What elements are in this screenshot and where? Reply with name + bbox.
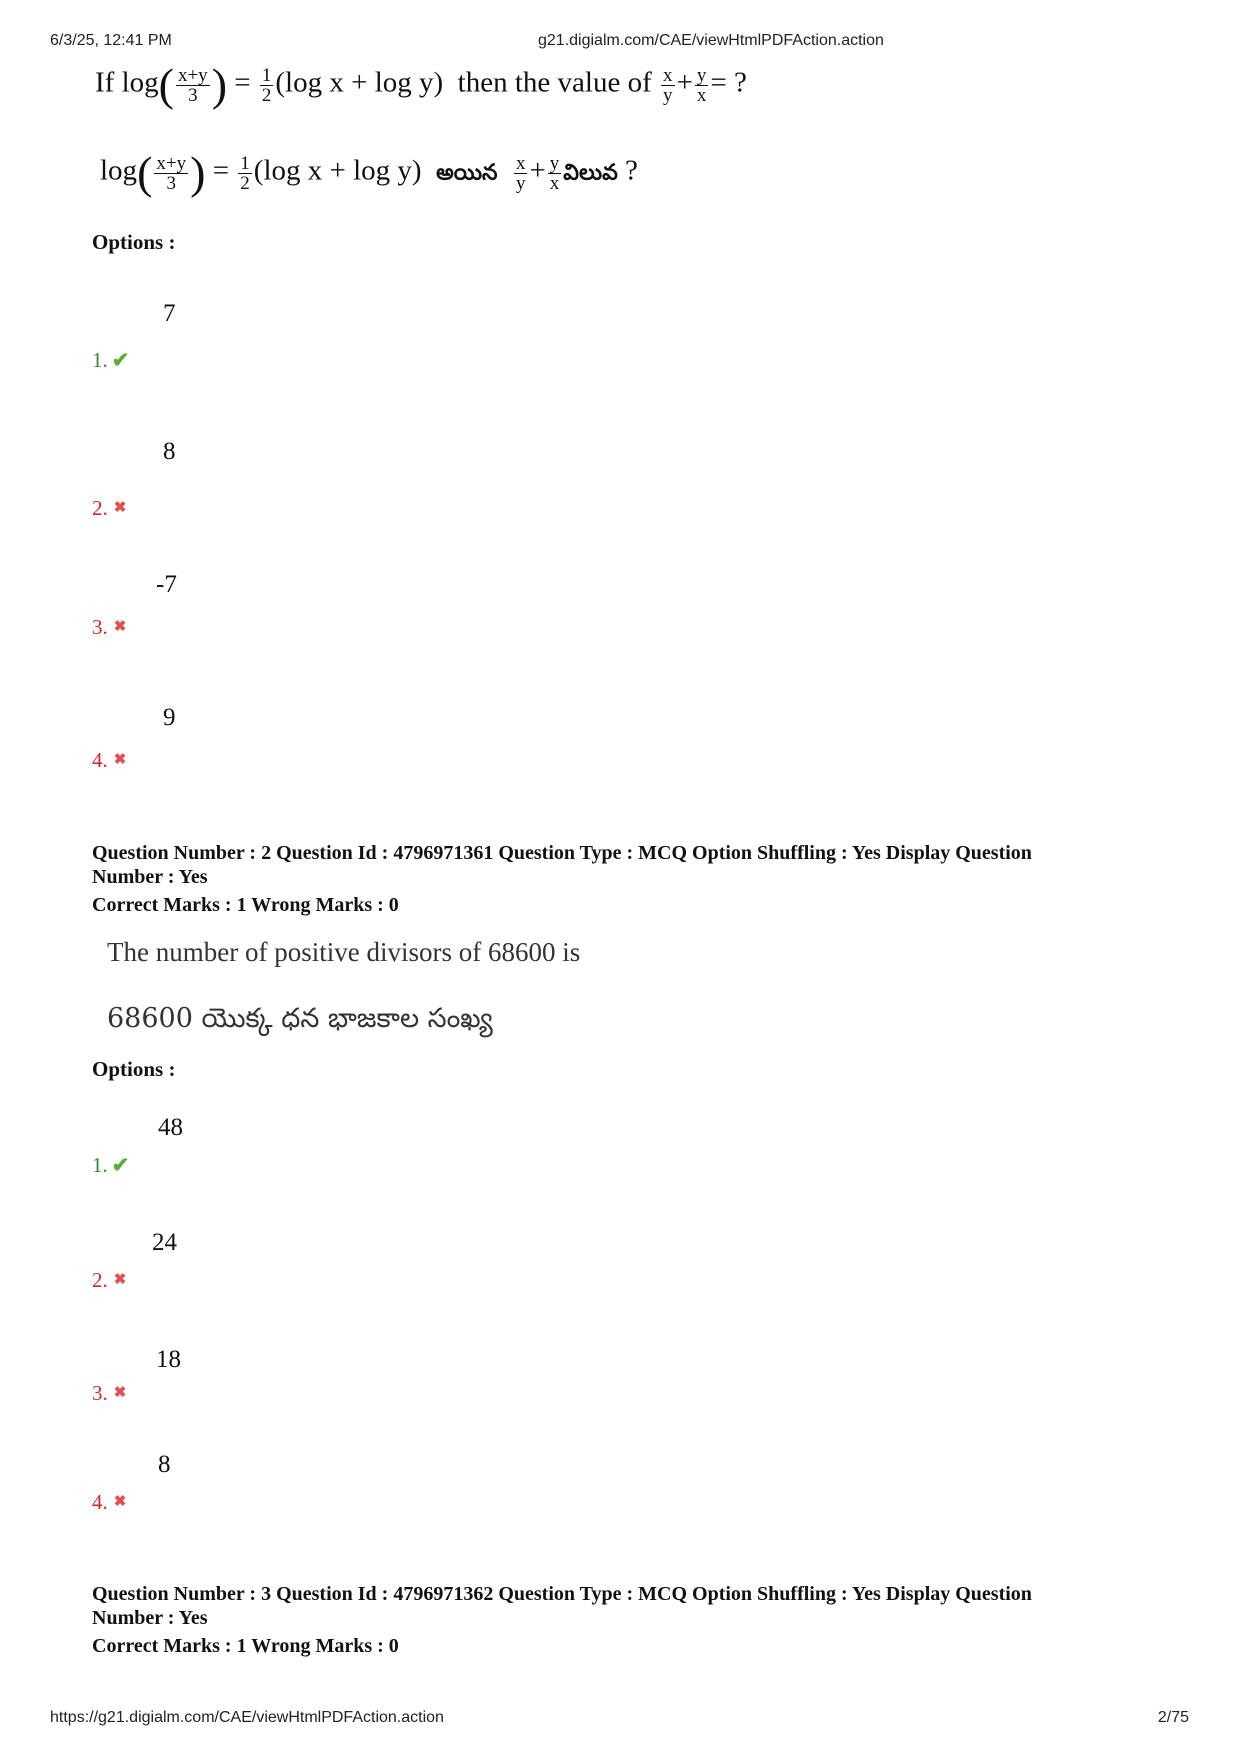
q1-option-2-value: 8 [163,438,176,465]
print-datetime: 6/3/25, 12:41 PM [50,32,172,49]
q1-rhs: (log x + log y) [275,66,444,99]
page-number: 2/75 [1157,1709,1189,1726]
q1-option-4: 4. ✖ [92,748,127,772]
cross-icon: ✖ [113,1494,127,1510]
check-icon: ✔ [111,348,130,372]
q1-log: log [121,66,159,99]
header-url: g21.digialm.com/CAE/viewHtmlPDFAction.action [538,32,884,49]
q2-option-4: 4. ✖ [92,1490,127,1514]
q2-option-4-value: 8 [158,1451,171,1478]
q1-english-equation: If log( $\frac{x+y}{3}$ ) = $\frac{1}{2}$ (log x + log y) then the value of $\frac{x}{y}$ + $\frac{y}{x}$ = ? [95,59,747,110]
q1-option-1-value: 7 [163,300,176,327]
cross-icon: ✖ [113,752,127,768]
cross-icon: ✖ [113,1385,127,1401]
footer-url: https://g21.digialm.com/CAE/viewHtmlPDFAction.action [50,1709,444,1726]
q2-option-1: 1. ✔ [92,1153,130,1177]
q2-option-1-value: 48 [158,1114,183,1141]
q1-if: If [95,66,115,99]
q1-half: $\frac{1}{2}$ [261,64,272,106]
q1-option-3: 3. ✖ [92,615,127,639]
q2-option-3: 3. ✖ [92,1381,127,1405]
q2-marks: Correct Marks : 1 Wrong Marks : 0 [92,894,399,916]
q1-option-2: 2. ✖ [92,496,127,520]
q2-options-label: Options : [92,1057,176,1081]
q2-meta: Question Number : 2 Question Id : 4796971361 Question Type : MCQ Option Shuffling : Yes Display Question Number : Yes Correct Marks : 1 Wrong Marks : 0 [92,841,1172,917]
q1-telugu-equation: log( $\frac{x+y}{3}$ ) = $\frac{1}{2}$ (log x + log y) అయిన $\frac{x}{y}$ + $\frac{y}{x}$ విలువ ? [100,147,638,198]
cross-icon: ✖ [113,619,127,635]
pdf-footer [0,1709,1239,1731]
q1-options-label: Options : [92,230,176,254]
q1-fraction-lhs: $\frac{x+y}{3}$ [177,64,208,106]
q1-option-1: 1. ✔ [92,348,130,372]
q2-telugu-text: 68600 యొక్క ధన భాజకాల సంఖ్య [107,1003,493,1034]
q1-telugu-ayina: అయిన [436,160,498,186]
q3-meta: Question Number : 3 Question Id : 4796971362 Question Type : MCQ Option Shuffling : Yes Display Question Number : Yes Correct Marks : 1 Wrong Marks : 0 [92,1582,1172,1658]
q1-then: then the value of [457,66,652,99]
q1-option-3-value: -7 [156,571,177,598]
q2-option-3-value: 18 [156,1346,181,1373]
q2-option-2: 2. ✖ [92,1268,127,1292]
q2-english-text: The number of positive divisors of 68600 is [107,937,581,967]
q1-telugu-viluva: విలువ [563,160,618,186]
q1-option-4-value: 9 [163,704,176,731]
check-icon: ✔ [111,1153,130,1177]
pdf-header [0,32,1239,54]
cross-icon: ✖ [113,500,127,516]
cross-icon: ✖ [113,1272,127,1288]
q3-marks: Correct Marks : 1 Wrong Marks : 0 [92,1635,399,1657]
q2-option-2-value: 24 [152,1229,177,1256]
